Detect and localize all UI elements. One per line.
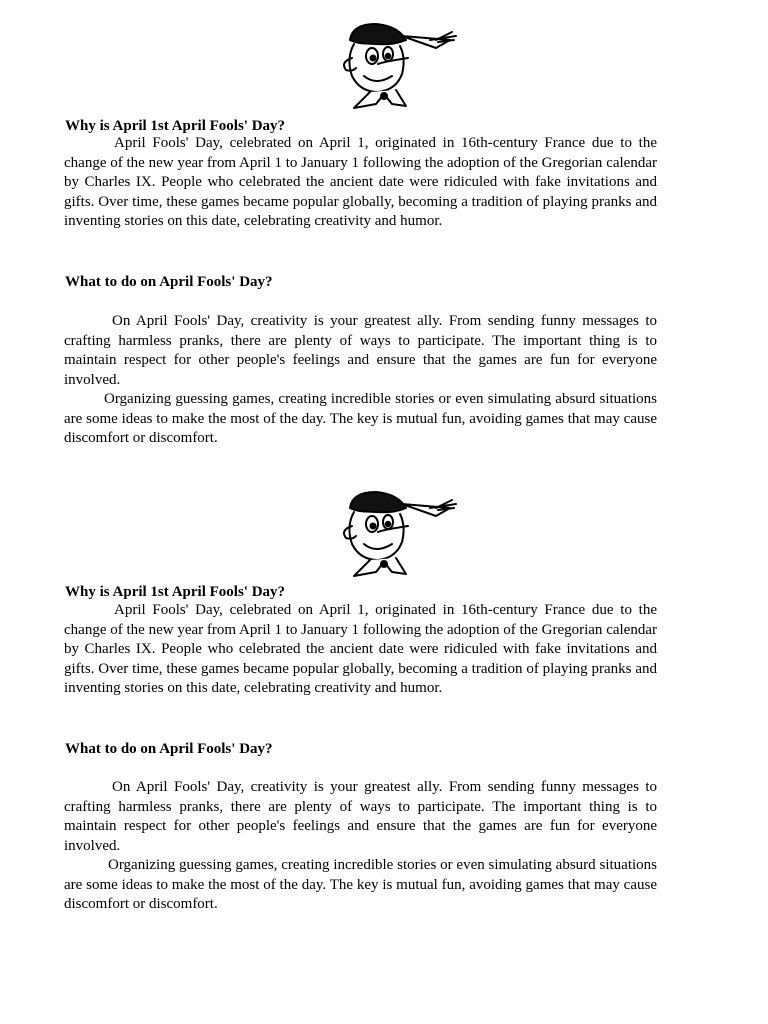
section-heading: What to do on April Fools' Day? [65,741,273,757]
paragraph: Organizing guessing games, creating incredible stories or even simulating absurd situations are some ideas to make the most of the day. The key is mutual fun, avoiding games that may cause discomfort or discomfort. [64,391,657,447]
paragraph: Organizing guessing games, creating incredible stories or even simulating absurd situations are some ideas to make the most of the day. The key is mutual fun, avoiding games that may cause discomfort or discomfort. [64,857,657,913]
paragraph: On April Fools' Day, creativity is your greatest ally. From sending funny messages to crafting harmless pranks, there are plenty of ways to participate. The important thing is to maintain respect for other people's feelings and ensure that the games are fun for everyone involved. [64,313,657,388]
section-heading: Why is April 1st April Fools' Day? [65,118,286,134]
pinocchio-icon [332,18,462,113]
pinocchio-icon [332,486,462,581]
section-heading: Why is April 1st April Fools' Day? [65,584,286,600]
paragraph: April Fools' Day, celebrated on April 1, originated in 16th-century France due to the change of the new year from April 1 to January 1 following the adoption of the Gregorian calendar by Charles IX. People who celebrated the ancient date were ridiculed with fake invitations and gifts. Over time, these games became popular globally, becoming a tradition of playing pranks and inventing stories on this date, celebrating creativity and humor. [64,135,657,230]
paragraph: April Fools' Day, celebrated on April 1, originated in 16th-century France due to the change of the new year from April 1 to January 1 following the adoption of the Gregorian calendar by Charles IX. People who celebrated the ancient date were ridiculed with fake invitations and gifts. Over time, these games became popular globally, becoming a tradition of playing pranks and inventing stories on this date, celebrating creativity and humor. [64,602,657,697]
paragraph: On April Fools' Day, creativity is your greatest ally. From sending funny messages to crafting harmless pranks, there are plenty of ways to participate. The important thing is to maintain respect for other people's feelings and ensure that the games are fun for everyone involved. [64,779,657,854]
section-heading: What to do on April Fools' Day? [65,274,273,290]
